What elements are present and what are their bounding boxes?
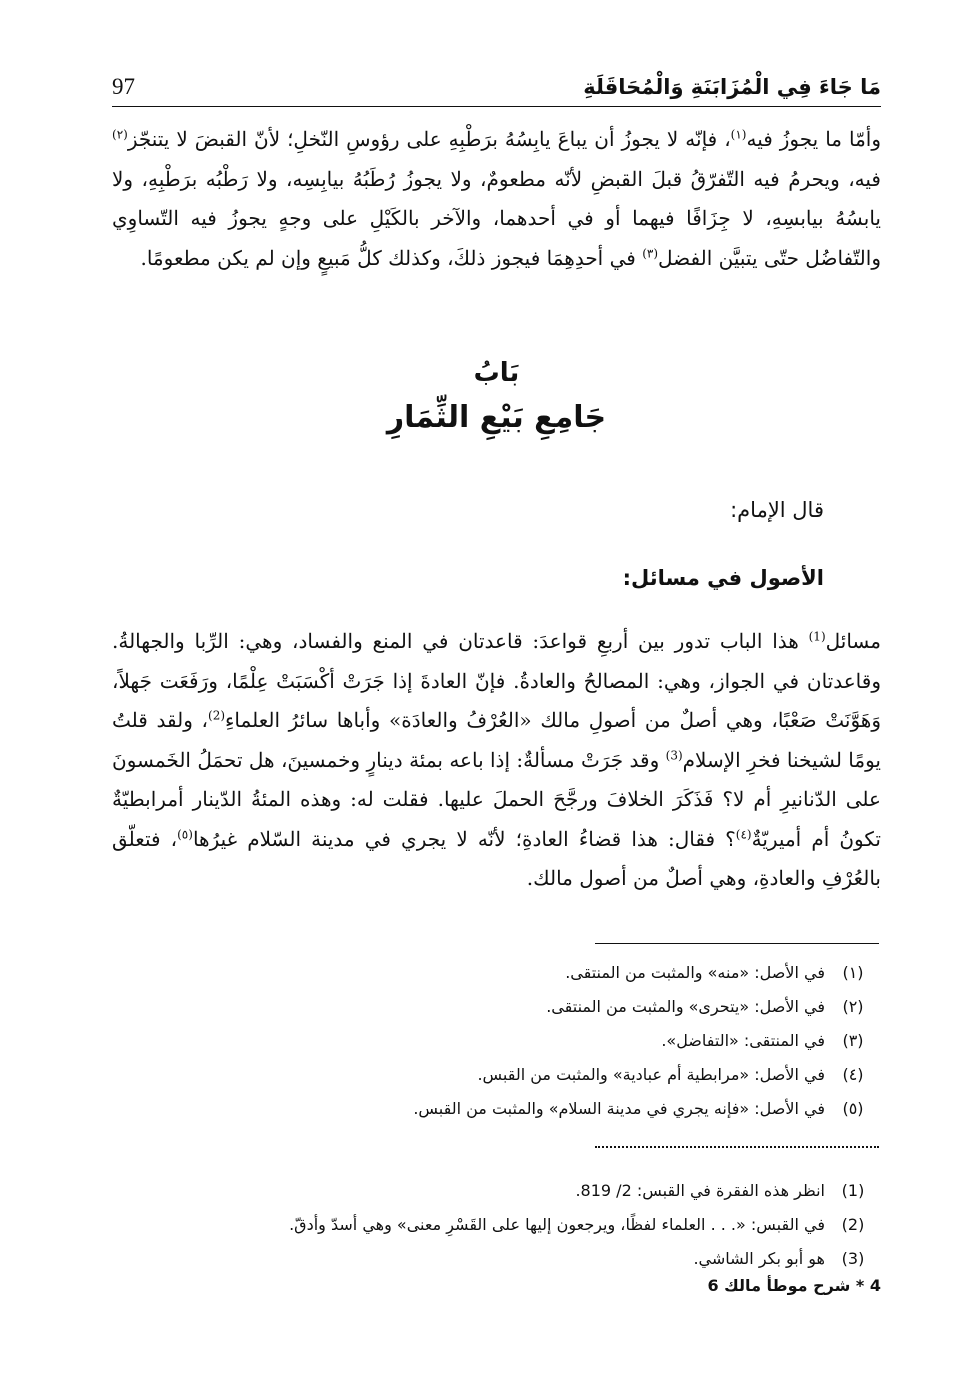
footnote-dotted-separator [595,1146,879,1148]
paragraph-2 [112,622,881,899]
footnote-item [112,1092,881,1126]
signature-mark: 4 * شرح موطأ مالك 6 [707,1276,881,1295]
intro-line: قال الإمام: [730,498,824,522]
paragraph-2-text: هذا الباب تدور بين أربعِ قواعدَ: قاعدتان في المنع والفساد، وهي: الرِّبا والجهالةُ. وقاعدتان في الجواز، وهي: المصالحُ والعادةُ. فإنّ العادةَ إذا جَرَتْ أكْسَبَتْ عِلْمًا، ورَفَعَت جَهلاً، وَهَوَّنَتْ صَعْبًا، وهي أصلٌ من أصولِ مالك «العُرْفُ والعادَة» وأباها سائرُ العلماءِ [112,629,882,732]
footnote-text: في الأصل: «يتحرى» والمثبت من المنتقى. [546,997,825,1016]
edition-footnotes [112,956,881,1126]
section-subheading: الأصول في مسائل: [622,566,824,590]
footnote-ref: (٣) [642,245,659,260]
footnote-item [112,1024,881,1058]
footnote-number: (٤) [842,1065,864,1084]
footnote-item [112,1058,881,1092]
running-title: مَا جَاءَ فِي الْمُزَابَنَةِ وَالْمُحَاقَلَةِ [583,75,881,99]
footnote-ref: (3) [665,747,683,762]
footnote-number: (٣) [842,1031,864,1050]
footnote-text: في القبس: «. . . العلماء لفظًا، ويرجعون إليها على القَسْرِ معنى» وهي أسدّ وأدقّ. [289,1215,825,1234]
paragraph-1-text: وأمّا ما يجوزُ فيه [746,127,881,151]
footnote-separator [595,943,879,944]
footnote-item [112,990,881,1024]
paragraph-2-text: ؟ فقال: هذا قضاءُ العادةِ؛ لأنّه لا يجري في مدينة السّلام غيرُها [192,826,736,851]
footnote-item [112,1174,881,1208]
footnote-text: انظر هذه الفقرة في القبس: 2/ 819. [575,1181,825,1200]
footnote-number: (١) [842,963,864,982]
footnote-text: في الأصل: «فإنه يجري في مدينة السلام» والمثبت من القبس. [413,1099,825,1118]
footnote-ref: (١) [730,127,747,142]
footnote-item [112,1242,881,1276]
footnote-ref: (1) [808,629,826,644]
footnote-item [112,1208,881,1242]
footnote-text: في الأصل: «منه» والمثبت من المنتقى. [565,963,825,982]
footnote-ref: (٥) [177,826,193,841]
chapter-label: بَابُ [473,358,520,388]
footnote-ref: (2) [208,708,226,723]
paragraph-1 [112,120,881,278]
page-header [112,72,881,107]
footnote-ref: (٤) [735,826,752,841]
paragraph-2-text: وقد جَرَتْ مسألةٌ: إذا باعه بمئة دينارٍ وخمسينَ، هل تحمَلُ الخَمسونَ على الدّنانيرِ أم لا؟ فَذَكَرَ الخلافَ ورجَّحَ الحملَ عليها. فقلت له: وهذه المئةُ الدّينار أمرابطيّةٌ تكونُ أم أميريّةٌ [112,747,881,851]
paragraph-2-text: ، فتعلّق بالعُرْفِ والعادةِ، وهي أصلٌ من أصول مالك. [112,826,881,890]
page-number: 97 [112,74,135,99]
paragraph-2-text: ، ولقد قلتُ يومًا لشيخنا فخرِ الإسلام [112,708,881,772]
footnote-text: في المنتقى: «التفاضل». [661,1031,825,1050]
footnote-text: في الأصل: «مرابطية أم عبادية» والمثبت من القبس. [477,1065,825,1084]
paragraph-1-text: في أحدِهِمَا فيجوز ذلكَ، وكذلك كلُّ مَبيعٍ وإن لم يكن مطعومًا. [140,245,643,270]
footnote-item [112,956,881,990]
footnote-ref: (٢) [112,127,128,142]
paragraph-1-text: فيه، ويحرمُ فيه التّفرّقُ قبلَ القبضِ لأنّه مطعومٌ، ولا يجوزُ رُطَبُهُ بيابِسِه، ولا رَطْبُه برَطْبِهِ، ولا يابسُهُ بيابسِهِ، لا جِزَافًا فيهما أو في أحدهما، والآخر بالكَيْلِ على وجهٍ يجوزُ فيه التّساوِي والتّفاضُل حتّى يتبيَّن الفضل [112,166,881,270]
footnote-number: (٥) [842,1099,864,1118]
footnote-number: (1) [841,1181,865,1200]
footnote-number: (3) [841,1249,865,1268]
footnote-number: (٢) [842,997,864,1016]
paragraph-1-text: ، فإنّه لا يجوزُ أن يباعَ يابِسُهُ برَطْبِهِ على رؤوسِ النّخلِ؛ لأنّ القبضَ لا يتنجّز [127,127,731,151]
paragraph-2-text: مسائل [825,629,881,653]
footnote-text: هو أبو بكر الشاشي. [693,1249,825,1268]
chapter-title: جَامِعِ بَيْعِ الثِّمَارِ [386,400,607,435]
footnote-number: (2) [841,1215,865,1234]
commentary-footnotes [112,1174,881,1276]
